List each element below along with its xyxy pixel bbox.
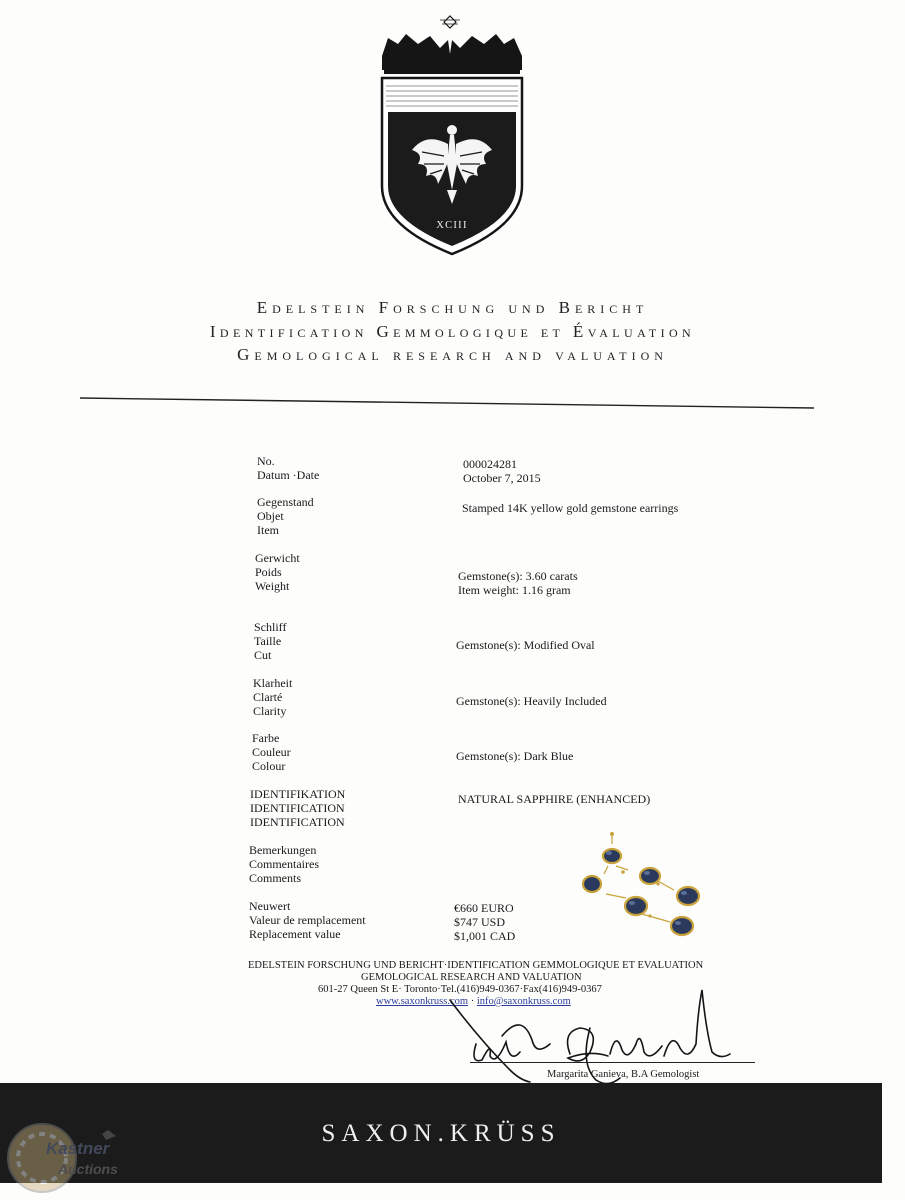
signature-line	[470, 1062, 755, 1063]
label-item-de: Gegenstand	[257, 495, 314, 509]
label-clarity-en: Clarity	[253, 704, 287, 718]
value-gem-weight: Gemstone(s): 3.60 carats	[458, 569, 578, 583]
label-colour-fr: Couleur	[252, 745, 291, 759]
label-identification-de: IDENTIFIKATION	[250, 787, 346, 801]
title-german: Edelstein Forschung und Bericht	[256, 298, 649, 317]
label-number: No.	[257, 454, 275, 468]
label-replacement-de: Neuwert	[249, 899, 291, 913]
footer-line-2: GEMOLOGICAL RESEARCH AND VALUATION	[361, 972, 582, 983]
value-replacement-usd: $747 USD	[454, 915, 506, 929]
label-identification-fr: IDENTIFICATION	[250, 801, 345, 815]
value-item-weight: Item weight: 1.16 gram	[458, 583, 571, 597]
value-date: October 7, 2015	[463, 471, 541, 485]
crest-numeral: XCIII	[436, 220, 468, 231]
label-cut-en: Cut	[254, 648, 272, 662]
brand-name: SAXON.KRÜSS	[321, 1120, 561, 1147]
watermark-line-1: Kastner	[46, 1139, 110, 1158]
label-clarity-de: Klarheit	[253, 676, 293, 690]
label-weight-fr: Poids	[255, 565, 282, 579]
label-identification-en: IDENTIFICATION	[250, 815, 345, 829]
signatory-name: Margarita Ganieva, B.A Gemologist	[547, 1069, 700, 1080]
value-item: Stamped 14K yellow gold gemstone earrings	[462, 501, 679, 515]
title-french: Identification Gemmologique et Évaluation	[209, 322, 696, 341]
contact-separator: ·	[470, 996, 475, 1007]
label-date: Datum ·Date	[257, 468, 320, 482]
eagle-crest-icon	[378, 14, 526, 258]
value-colour: Gemstone(s): Dark Blue	[456, 749, 574, 763]
value-replacement-euro: €660 EURO	[454, 901, 514, 915]
header-rule	[80, 396, 814, 410]
label-colour-de: Farbe	[252, 731, 280, 745]
label-weight-de: Gerwicht	[255, 551, 300, 565]
value-identification: NATURAL SAPPHIRE (ENHANCED)	[458, 792, 651, 806]
label-item-fr: Objet	[257, 509, 284, 523]
label-comments-de: Bemerkungen	[249, 843, 317, 857]
kastner-auctions-watermark	[6, 1116, 136, 1196]
label-weight-en: Weight	[255, 579, 290, 593]
value-cut: Gemstone(s): Modified Oval	[456, 638, 595, 652]
value-number: 000024281	[463, 457, 517, 471]
label-comments-fr: Commentaires	[249, 857, 319, 871]
label-replacement-fr: Valeur de remplacement	[249, 913, 366, 927]
website-link[interactable]: www.saxonkruss.com	[376, 996, 469, 1007]
label-cut-fr: Taille	[254, 634, 282, 648]
value-replacement-cad: $1,001 CAD	[454, 929, 516, 943]
label-item-en: Item	[257, 523, 279, 537]
value-clarity: Gemstone(s): Heavily Included	[456, 694, 607, 708]
email-link[interactable]: info@saxonkruss.com	[476, 996, 571, 1007]
label-replacement-en: Replacement value	[249, 927, 341, 941]
label-clarity-fr: Clarté	[253, 690, 283, 704]
footer-line-1: EDELSTEIN FORSCHUNG UND BERICHT·IDENTIFICATION GEMMOLOGIQUE ET EVALUATION	[248, 960, 704, 971]
title-english: Gemological research and valuation	[237, 345, 668, 364]
label-comments-en: Comments	[249, 871, 302, 885]
label-cut-de: Schliff	[254, 620, 287, 634]
label-colour-en: Colour	[252, 759, 286, 773]
watermark-line-2: Auctions	[58, 1161, 118, 1177]
footer-address: 601-27 Queen St E· Toronto·Tel.(416)949-0367·Fax(416)949-0367	[318, 984, 602, 995]
earrings-photo	[578, 830, 710, 942]
